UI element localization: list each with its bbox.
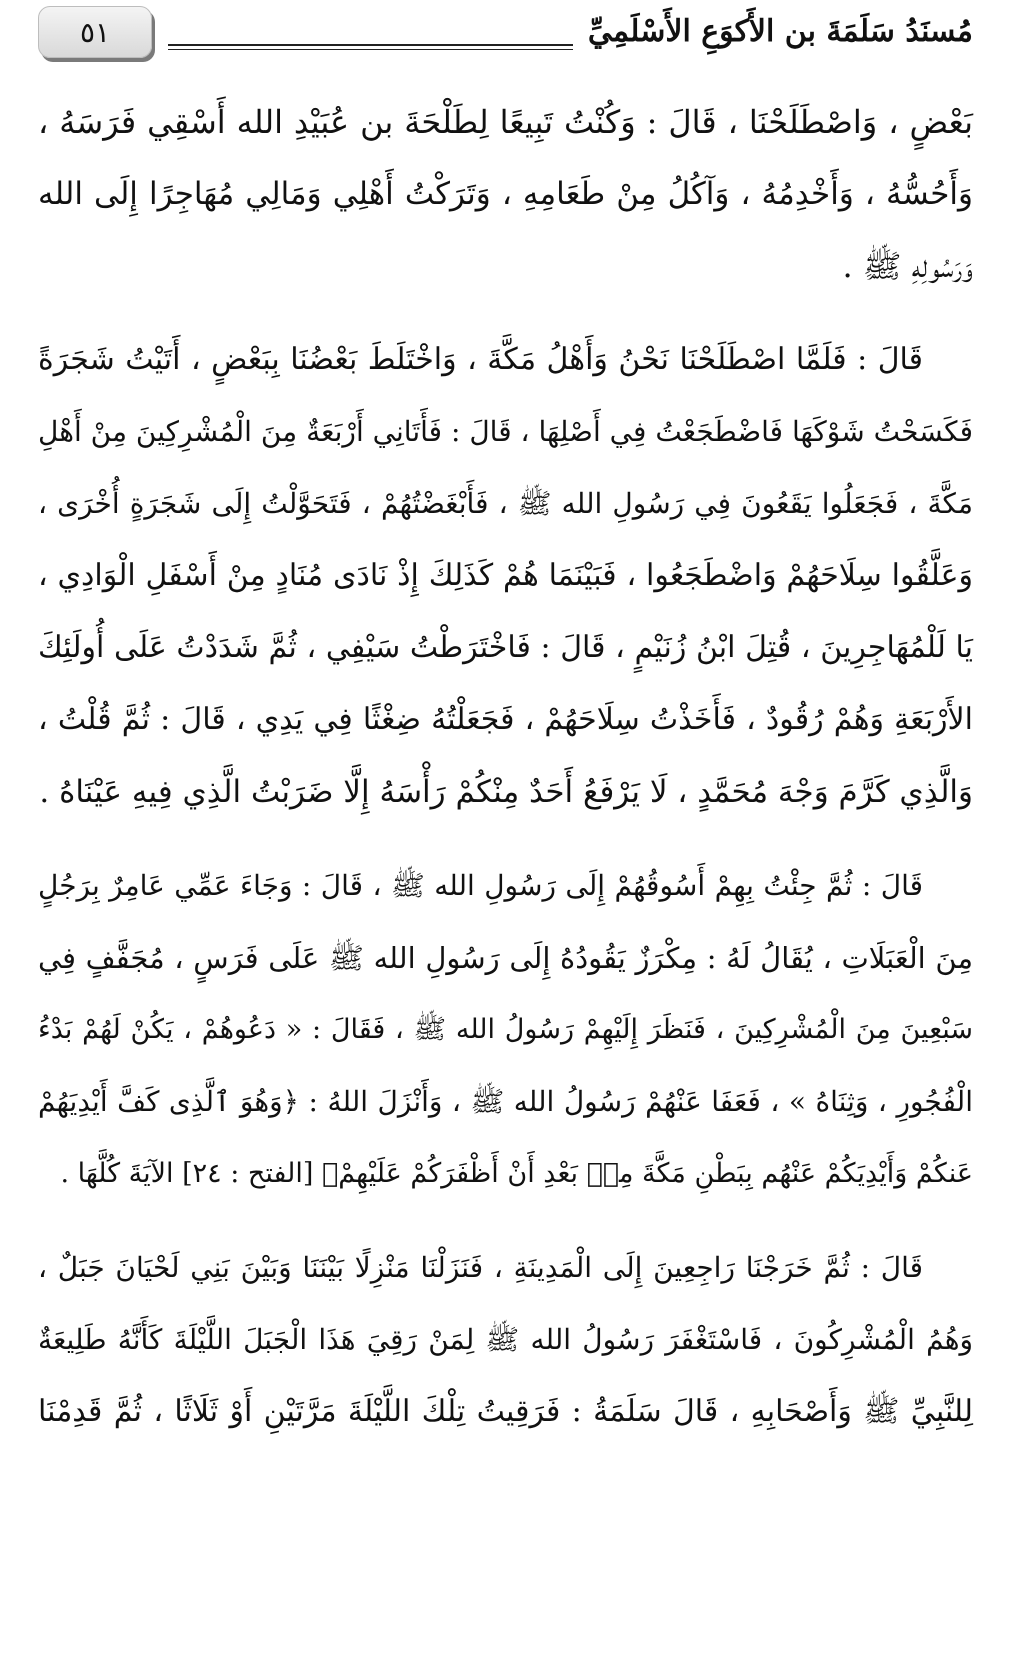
text-line: لِلنَّبِيِّ ﷺ وَأَصْحَابِهِ ، قَالَ سَلَمَةُ : فَرَقِيتُ تِلْكَ اللَّيْلَةَ مَرَّتَيْنِ أَوْ ثَلَاثًا ، ثُمَّ قَدِمْنَا <box>38 1394 973 1429</box>
running-title: مُسنَدُ سَلَمَةَ بن الأَكوَعِ الأَسْلَمِيِّ <box>587 14 973 49</box>
page-number: ٥١ <box>38 6 152 58</box>
book-page <box>38 0 973 1657</box>
text-line: سَبْعِينَ مِنَ الْمُشْرِكِينَ ، فَنَظَرَ إِلَيْهِمْ رَسُولُ الله ﷺ ، فَقَالَ : « دَعُوهُمْ ، يَكُنْ لَهُمْ بَدْءُ <box>38 1014 973 1045</box>
body-text <box>38 86 973 1470</box>
text-line: وَهُمُ الْمُشْرِكُونَ ، فَاسْتَغْفَرَ رَسُولُ الله ﷺ لِمَنْ رَقِيَ هَذَا الْجَبَلَ اللَّيْلَةَ كَأَنَّهُ طَلِيعَةٌ <box>38 1323 973 1356</box>
text-line: عَنكُمْ وَأَيْدِيَكُمْ عَنْهُم بِبَطْنِ مَكَّةَ مِنۢ بَعْدِ أَنْ أَظْفَرَكُمْ عَلَيْهِمْ﴾ [الفتح : ٢٤] الآيَةَ كُلَّهَا . <box>60 1158 973 1189</box>
text-line: وَرَسُولِهِ ﷺ . <box>842 247 973 285</box>
page-header <box>38 6 973 68</box>
text-line: الأَرْبَعَةِ وَهُمْ رُقُودٌ ، فَأَخَذْتُ سِلَاحَهُمْ ، فَجَعَلْتُهُ ضِغْثًا فِي يَدِي ، قَالَ : ثُمَّ قُلْتُ ، <box>38 702 973 737</box>
header-rule <box>168 44 573 50</box>
text-line: وَأَحُسُّهُ ، وَأَخْدِمُهُ ، وَآكُلُ مِنْ طَعَامِهِ ، وَتَرَكْتُ أَهْلِي وَمَالِي مُهَاجِرًا إِلَى الله <box>38 176 973 212</box>
text-line: فَكَسَحْتُ شَوْكَهَا فَاضْطَجَعْتُ فِي أَصْلِهَا ، قَالَ : فَأَتَانِي أَرْبَعَةٌ مِنَ الْمُشْرِكِينَ مِنْ أَهْلِ <box>38 415 973 448</box>
text-line: وَعَلَّقُوا سِلَاحَهُمْ وَاضْطَجَعُوا ، فَبَيْنَمَا هُمْ كَذَلِكَ إِذْ نَادَى مُنَادٍ مِنْ أَسْفَلِ الْوَادِي ، <box>38 558 973 593</box>
paragraph-4 <box>38 1232 973 1448</box>
text-line: قَالَ : فَلَمَّا اصْطَلَحْنَا نَحْنُ وَأَهْلُ مَكَّةَ ، وَاخْتَلَطَ بَعْضُنَا بِبَعْضٍ ، أَتَيْتُ شَجَرَةً <box>38 342 923 377</box>
text-line: قَالَ : ثُمَّ جِئْتُ بِهِمْ أَسُوقُهُمْ إِلَى رَسُولِ الله ﷺ ، قَالَ : وَجَاءَ عَمِّي عَامِرٌ بِرَجُلٍ <box>38 869 923 902</box>
paragraph-3 <box>38 850 973 1210</box>
text-line: قَالَ : ثُمَّ خَرَجْنَا رَاجِعِينَ إِلَى الْمَدِينَةِ ، فَنَزَلْنَا مَنْزِلًا بَيْنَنَا وَبَيْنَ بَنِي لَحْيَانَ جَبَلٌ ، <box>38 1251 924 1284</box>
text-line: يَا لَلْمُهَاجِرِينَ ، قُتِلَ ابْنُ زُنَيْمٍ ، قَالَ : فَاخْتَرَطْتُ سَيْفِي ، ثُمَّ شَدَدْتُ عَلَى أُولَئِكَ <box>38 630 973 665</box>
paragraph-2 <box>38 324 973 828</box>
text-line: وَالَّذِي كَرَّمَ وَجْهَ مُحَمَّدٍ ، لَا يَرْفَعُ أَحَدٌ مِنْكُمْ رَأْسَهُ إِلَّا ضَرَبْتُ الَّذِي فِيهِ عَيْنَاهُ . <box>39 774 973 810</box>
paragraph-1 <box>38 86 973 302</box>
text-line: بَعْضٍ ، وَاصْطَلَحْنَا ، قَالَ : وَكُنْتُ تَبِيعًا لِطَلْحَةَ بن عُبَيْدِ الله أَسْقِي فَرَسَهُ ، <box>38 103 973 141</box>
text-line: مِنَ الْعَبَلَاتِ ، يُقَالُ لَهُ : مِكْرَزٌ يَقُودُهُ إِلَى رَسُولِ الله ﷺ عَلَى فَرَسٍ ، مُجَفَّفٍ فِي <box>38 941 973 975</box>
text-line: الْفُجُورِ ، وَثِنَاهُ » ، فَعَفَا عَنْهُمْ رَسُولُ الله ﷺ ، وَأَنْزَلَ اللهُ : ﴿وَهُوَ ٱلَّذِى كَفَّ أَيْدِيَهُمْ <box>38 1085 973 1118</box>
text-line: مَكَّةَ ، فَجَعَلُوا يَقَعُونَ فِي رَسُولِ الله ﷺ ، فَأَبْغَضْتُهُمْ ، فَتَحَوَّلْتُ إِلَى شَجَرَةٍ أُخْرَى ، <box>38 487 973 520</box>
